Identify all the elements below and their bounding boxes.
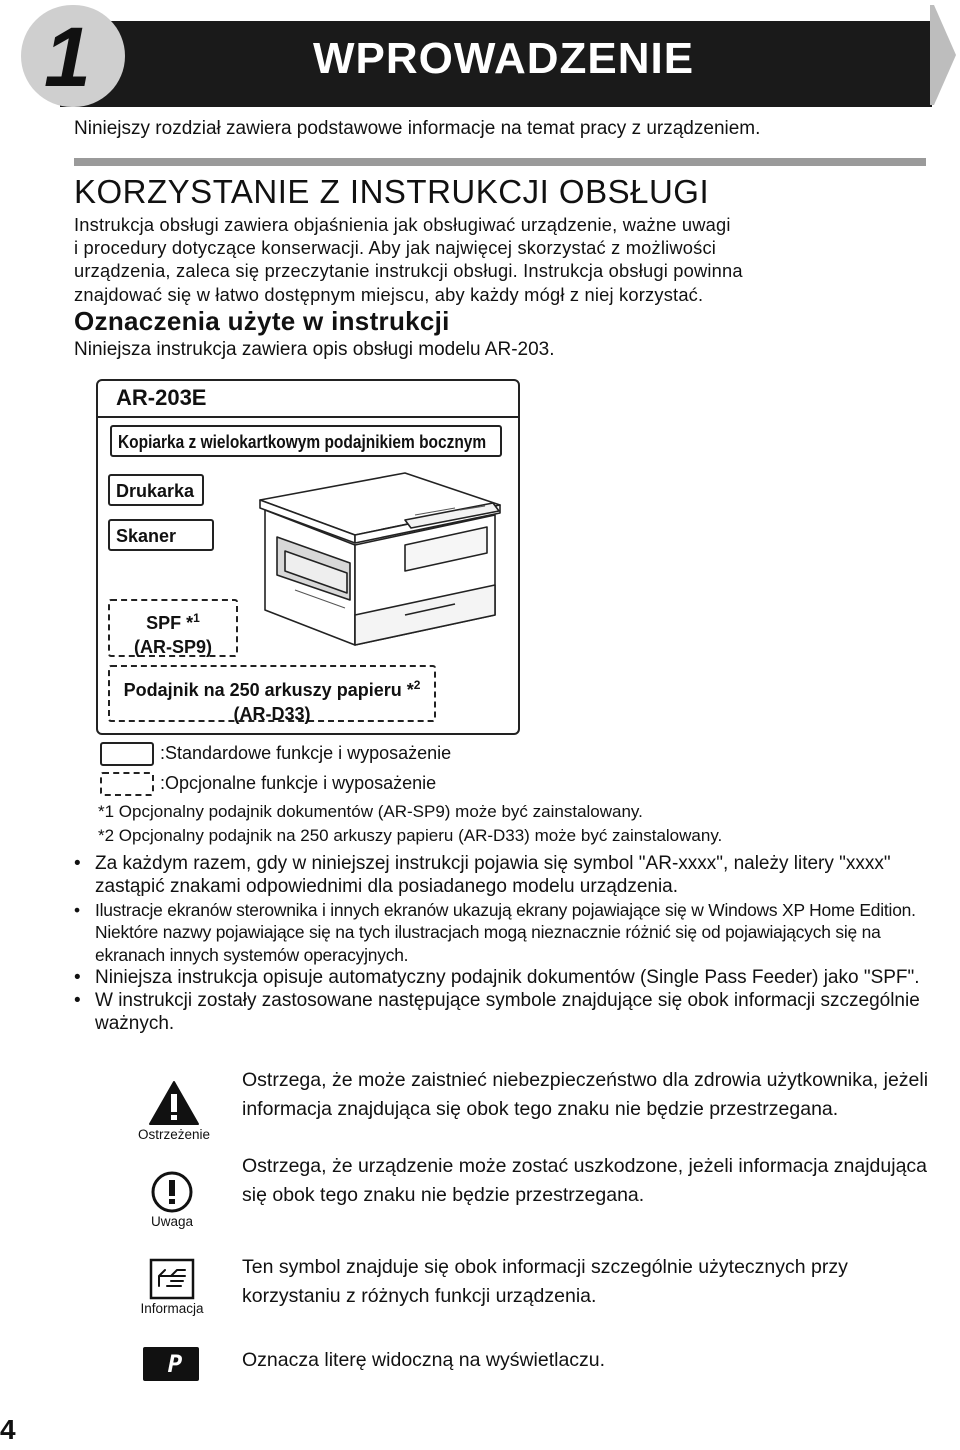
display-letter: P — [167, 1350, 183, 1378]
display-text: Oznacza literę widoczną na wyświetlaczu. — [242, 1349, 606, 1371]
page-number: 4 — [0, 1414, 16, 1445]
paper-tray-label: Podajnik na 250 arkuszy papieru * — [123, 680, 414, 700]
legend-solid-box — [100, 742, 154, 766]
copier-tag — [110, 425, 502, 457]
info-text: Ten symbol znajduje się obok informacji szczególnie użytecznych przy korzystaniu z różnych funkcji urządzenia. — [242, 1256, 848, 1307]
paragraph-line: i procedury dotyczące konserwacji. Aby jak najwięcej skorzystać z możliwości — [74, 237, 717, 259]
model-name: AR-203E — [116, 385, 207, 410]
pointing-hand-icon — [149, 1258, 195, 1300]
spf-footnote-mark: 1 — [193, 611, 200, 625]
copier-label: Kopiarka z wielokartkowym podajnikiem bocznym — [118, 432, 487, 452]
list-item: • Za każdym razem, gdy w niniejszej instrukcji pojawia się symbol "AR-xxxx", należy litery "xxxx" zastąpić znakami odpowiednimi dla posiadanego modelu urządzenia. — [74, 853, 944, 899]
legend-standard: :Standardowe funkcje i wyposażenie — [160, 743, 452, 763]
model-box-divider — [98, 416, 518, 418]
footnote-1: *1 Opcjonalny podajnik dokumentów (AR-SP9) może być zainstalowany. — [98, 802, 643, 821]
printer-tag: Drukarka — [108, 474, 204, 506]
legend-dashed-box — [100, 772, 154, 796]
warning-label: Ostrzeżenie — [137, 1127, 211, 1142]
caution-circle-icon — [150, 1170, 194, 1214]
scanner-tag: Skaner — [108, 519, 214, 551]
section-divider — [74, 158, 926, 166]
notes-list — [74, 853, 944, 1035]
section-paragraph — [74, 213, 934, 306]
legend-optional: :Opcjonalne funkcje i wyposażenie — [160, 773, 437, 793]
list-item: • Ilustracje ekranów sterownika i innych ekranów ukazują ekrany pojawiające się w Windows XP Home Edition. Niektóre nazwy pojawiające się na tych ilustracjach mogą nieznacznie różnić się od pojawiających się na ekranach innych systemów operacyjnych. — [74, 899, 944, 967]
paragraph-line: znajdować się w łatwo dostępnym miejscu, aby każdy mógł z niej korzystać. — [74, 283, 704, 305]
chapter-title: WPROWADZENIE — [313, 34, 695, 83]
spf-tag — [108, 599, 238, 657]
list-item: • W instrukcji zostały zastosowane następujące symbole znajdujące się obok informacji szczególnie ważnych. — [74, 990, 944, 1036]
model-line: Niniejsza instrukcja zawiera opis obsługi modelu AR-203. — [74, 339, 555, 360]
spf-label: SPF * — [146, 613, 194, 633]
display-letter-icon — [143, 1347, 199, 1381]
warning-triangle-icon — [148, 1080, 200, 1126]
paragraph-line: urządzenia, zaleca się przeczytanie instrukcji obsługi. Instrukcja obsługi powinna — [74, 260, 743, 282]
caution-text: Ostrzega, że urządzenie może zostać uszkodzone, jeżeli informacja znajdująca się obok tego znaku nie będzie przestrzegana. — [242, 1155, 928, 1206]
chapter-number: 1 — [44, 10, 91, 104]
copier-illustration — [255, 465, 505, 650]
spf-model: (AR-SP9) — [133, 637, 212, 657]
list-item: • Niniejsza instrukcja opisuje automatyczny podajnik dokumentów (Single Pass Feeder) jako "SPF". — [74, 967, 944, 990]
warning-text: Ostrzega, że może zaistnieć niebezpieczeństwo dla zdrowia użytkownika, jeżeli informacja znajdująca się obok tego znaku nie będzie przestrzegana. — [242, 1069, 929, 1120]
section-title: KORZYSTANIE Z INSTRUKCJI OBSŁUGI — [74, 173, 710, 210]
subsection-title: Oznaczenia użyte w instrukcji — [74, 306, 450, 336]
footnote-2: *2 Opcjonalny podajnik na 250 arkuszy papieru (AR-D33) może być zainstalowany. — [98, 826, 723, 845]
chapter-header-arrow — [930, 5, 956, 105]
caution-label: Uwaga — [150, 1214, 194, 1229]
paragraph-line: Instrukcja obsługi zawiera objaśnienia jak obsługiwać urządzenie, ważne uwagi — [74, 214, 731, 235]
paper-tray-model: (AR-D33) — [233, 704, 311, 724]
chapter-intro: Niniejszy rozdział zawiera podstawowe informacje na temat pracy z urządzeniem. — [74, 118, 761, 139]
info-label: Informacja — [140, 1301, 204, 1316]
paper-tray-tag — [108, 665, 436, 722]
paper-tray-footnote-mark: 2 — [413, 678, 421, 692]
